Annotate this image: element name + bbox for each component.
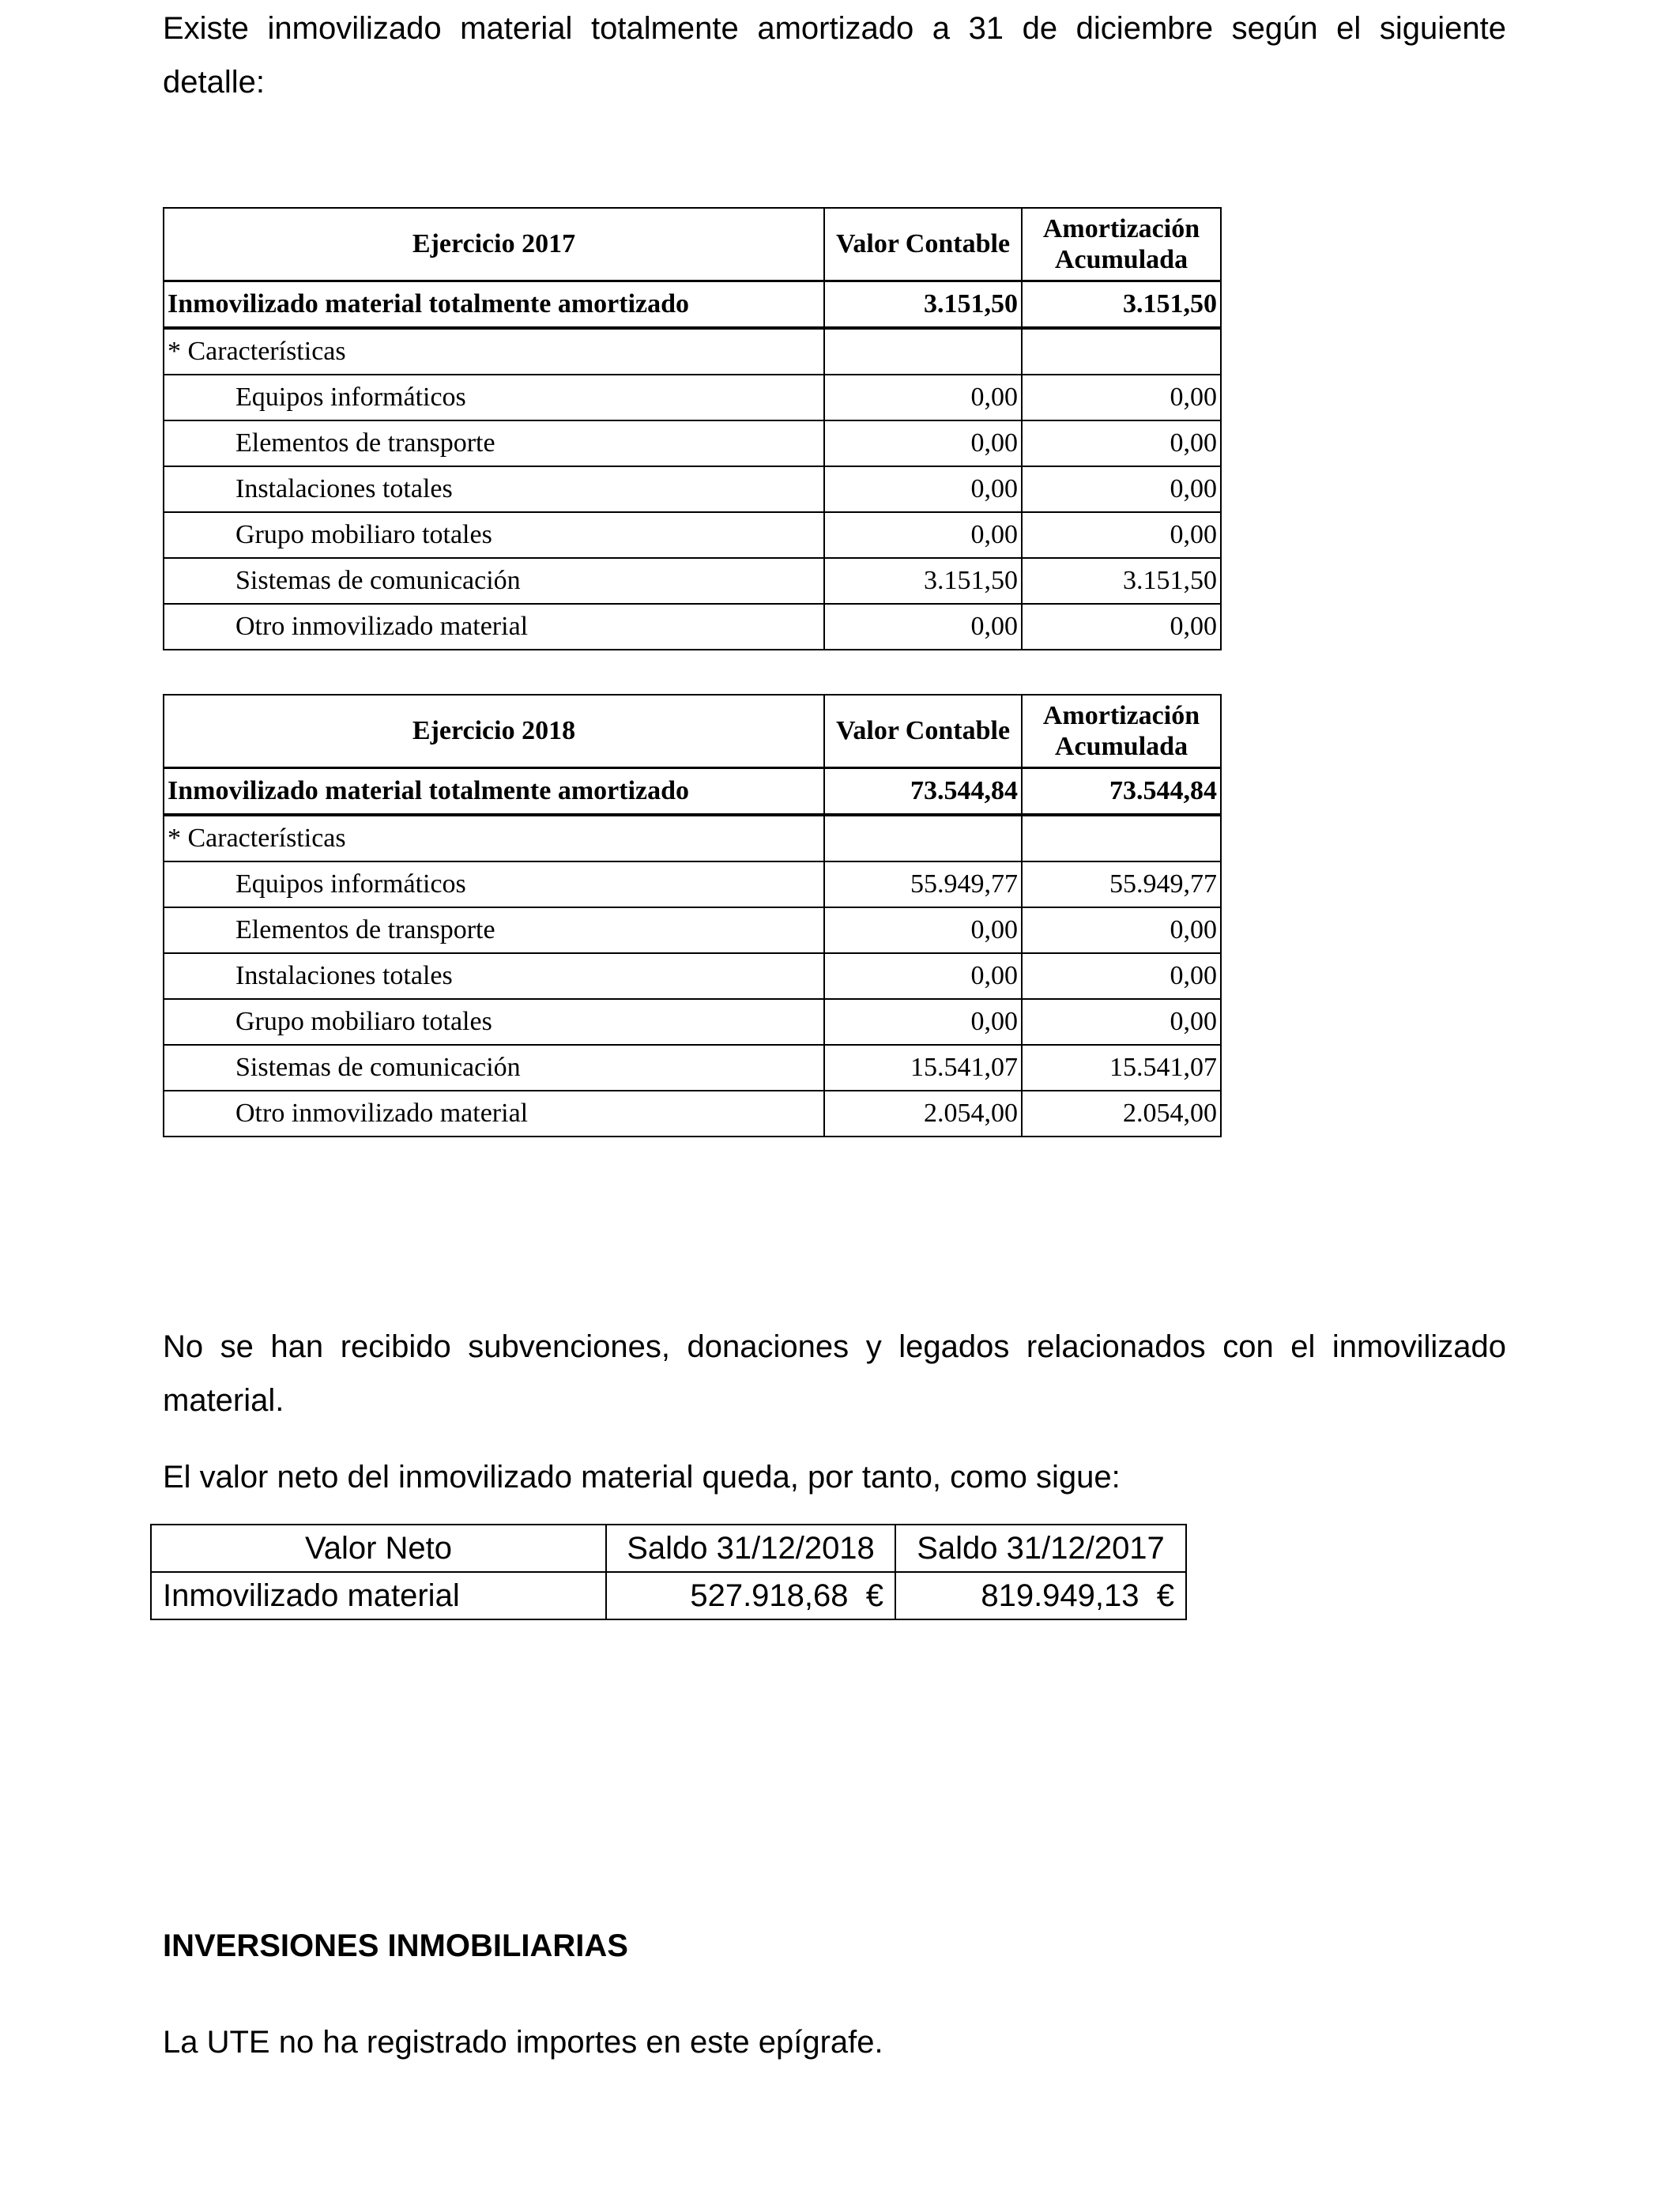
row-valor: 15.541,07	[824, 1045, 1022, 1091]
col-header-valor: Valor Contable	[824, 208, 1022, 281]
total-valor: 73.544,84	[824, 768, 1022, 816]
total-amort: 3.151,50	[1022, 281, 1221, 329]
neto-value-2017: 819.949,13 €	[895, 1572, 1186, 1619]
table-row	[164, 953, 1221, 999]
table-row	[164, 861, 1221, 907]
row-valor: 0,00	[824, 512, 1022, 558]
subheader-label: * Características	[164, 815, 824, 861]
row-valor: 0,00	[824, 375, 1022, 420]
table-row	[164, 999, 1221, 1045]
valor-neto-paragraph: El valor neto del inmovilizado material queda, por tanto, como sigue:	[163, 1460, 1121, 1495]
empty-cell	[1022, 815, 1221, 861]
col-header-amort: Amortización Acumulada	[1022, 208, 1221, 281]
table-row	[164, 907, 1221, 953]
subheader-row	[164, 328, 1221, 375]
row-amort: 0,00	[1022, 999, 1221, 1045]
table-row	[164, 420, 1221, 466]
table-title: Ejercicio 2017	[164, 208, 824, 281]
total-valor: 3.151,50	[824, 281, 1022, 329]
empty-cell	[824, 815, 1022, 861]
table-row	[164, 512, 1221, 558]
neto-value-2018: 527.918,68 €	[606, 1572, 895, 1619]
table-row	[164, 1091, 1221, 1137]
total-label: Inmovilizado material totalmente amortizado	[164, 768, 824, 816]
row-amort: 2.054,00	[1022, 1091, 1221, 1137]
row-amort: 3.151,50	[1022, 558, 1221, 604]
row-label: Elementos de transporte	[164, 420, 824, 466]
row-valor: 0,00	[824, 604, 1022, 650]
neto-header-2018: Saldo 31/12/2018	[606, 1525, 895, 1572]
row-amort: 0,00	[1022, 375, 1221, 420]
table-row	[164, 1045, 1221, 1091]
intro-paragraph: Existe inmovilizado material totalmente amortizado a 31 de diciembre según el siguiente detalle:	[163, 11, 1506, 100]
total-row	[164, 768, 1221, 816]
row-label: Instalaciones totales	[164, 466, 824, 512]
row-label: Grupo mobiliaro totales	[164, 512, 824, 558]
table-row	[164, 558, 1221, 604]
row-amort: 0,00	[1022, 604, 1221, 650]
row-amort: 0,00	[1022, 466, 1221, 512]
neto-header-row	[151, 1525, 1186, 1572]
empty-cell	[1022, 328, 1221, 375]
row-valor: 0,00	[824, 999, 1022, 1045]
row-label: Equipos informáticos	[164, 861, 824, 907]
neto-row-label: Inmovilizado material	[151, 1572, 606, 1619]
table-row	[164, 604, 1221, 650]
row-valor: 3.151,50	[824, 558, 1022, 604]
row-label: Elementos de transporte	[164, 907, 824, 953]
table-title: Ejercicio 2018	[164, 695, 824, 768]
row-valor: 0,00	[824, 466, 1022, 512]
neto-header-2017: Saldo 31/12/2017	[895, 1525, 1186, 1572]
valor-neto-table	[150, 1524, 1187, 1620]
neto-header-label: Valor Neto	[151, 1525, 606, 1572]
col-header-valor: Valor Contable	[824, 695, 1022, 768]
total-amort: 73.544,84	[1022, 768, 1221, 816]
row-amort: 0,00	[1022, 907, 1221, 953]
row-amort: 0,00	[1022, 420, 1221, 466]
total-row	[164, 281, 1221, 329]
section-paragraph: La UTE no ha registrado importes en este epígrafe.	[163, 2025, 883, 2060]
row-label: Otro inmovilizado material	[164, 604, 824, 650]
row-amort: 15.541,07	[1022, 1045, 1221, 1091]
table-2017	[163, 207, 1222, 650]
row-label: Equipos informáticos	[164, 375, 824, 420]
table-header-row	[164, 208, 1221, 281]
section-heading: INVERSIONES INMOBILIARIAS	[163, 1928, 628, 1963]
subheader-label: * Características	[164, 328, 824, 375]
row-amort: 55.949,77	[1022, 861, 1221, 907]
row-amort: 0,00	[1022, 953, 1221, 999]
row-valor: 2.054,00	[824, 1091, 1022, 1137]
row-valor: 55.949,77	[824, 861, 1022, 907]
row-label: Instalaciones totales	[164, 953, 824, 999]
row-valor: 0,00	[824, 953, 1022, 999]
table-header-row	[164, 695, 1221, 768]
subheader-row	[164, 815, 1221, 861]
total-label: Inmovilizado material totalmente amortizado	[164, 281, 824, 329]
table-row	[164, 466, 1221, 512]
row-valor: 0,00	[824, 420, 1022, 466]
row-valor: 0,00	[824, 907, 1022, 953]
row-label: Otro inmovilizado material	[164, 1091, 824, 1137]
empty-cell	[824, 328, 1022, 375]
row-label: Sistemas de comunicación	[164, 558, 824, 604]
row-label: Sistemas de comunicación	[164, 1045, 824, 1091]
table-row	[164, 375, 1221, 420]
neto-data-row	[151, 1572, 1186, 1619]
row-amort: 0,00	[1022, 512, 1221, 558]
col-header-amort: Amortización Acumulada	[1022, 695, 1221, 768]
row-label: Grupo mobiliaro totales	[164, 999, 824, 1045]
table-2018	[163, 694, 1222, 1137]
subvenciones-paragraph: No se han recibido subvenciones, donaciones y legados relacionados con el inmovilizado material.	[163, 1329, 1506, 1418]
